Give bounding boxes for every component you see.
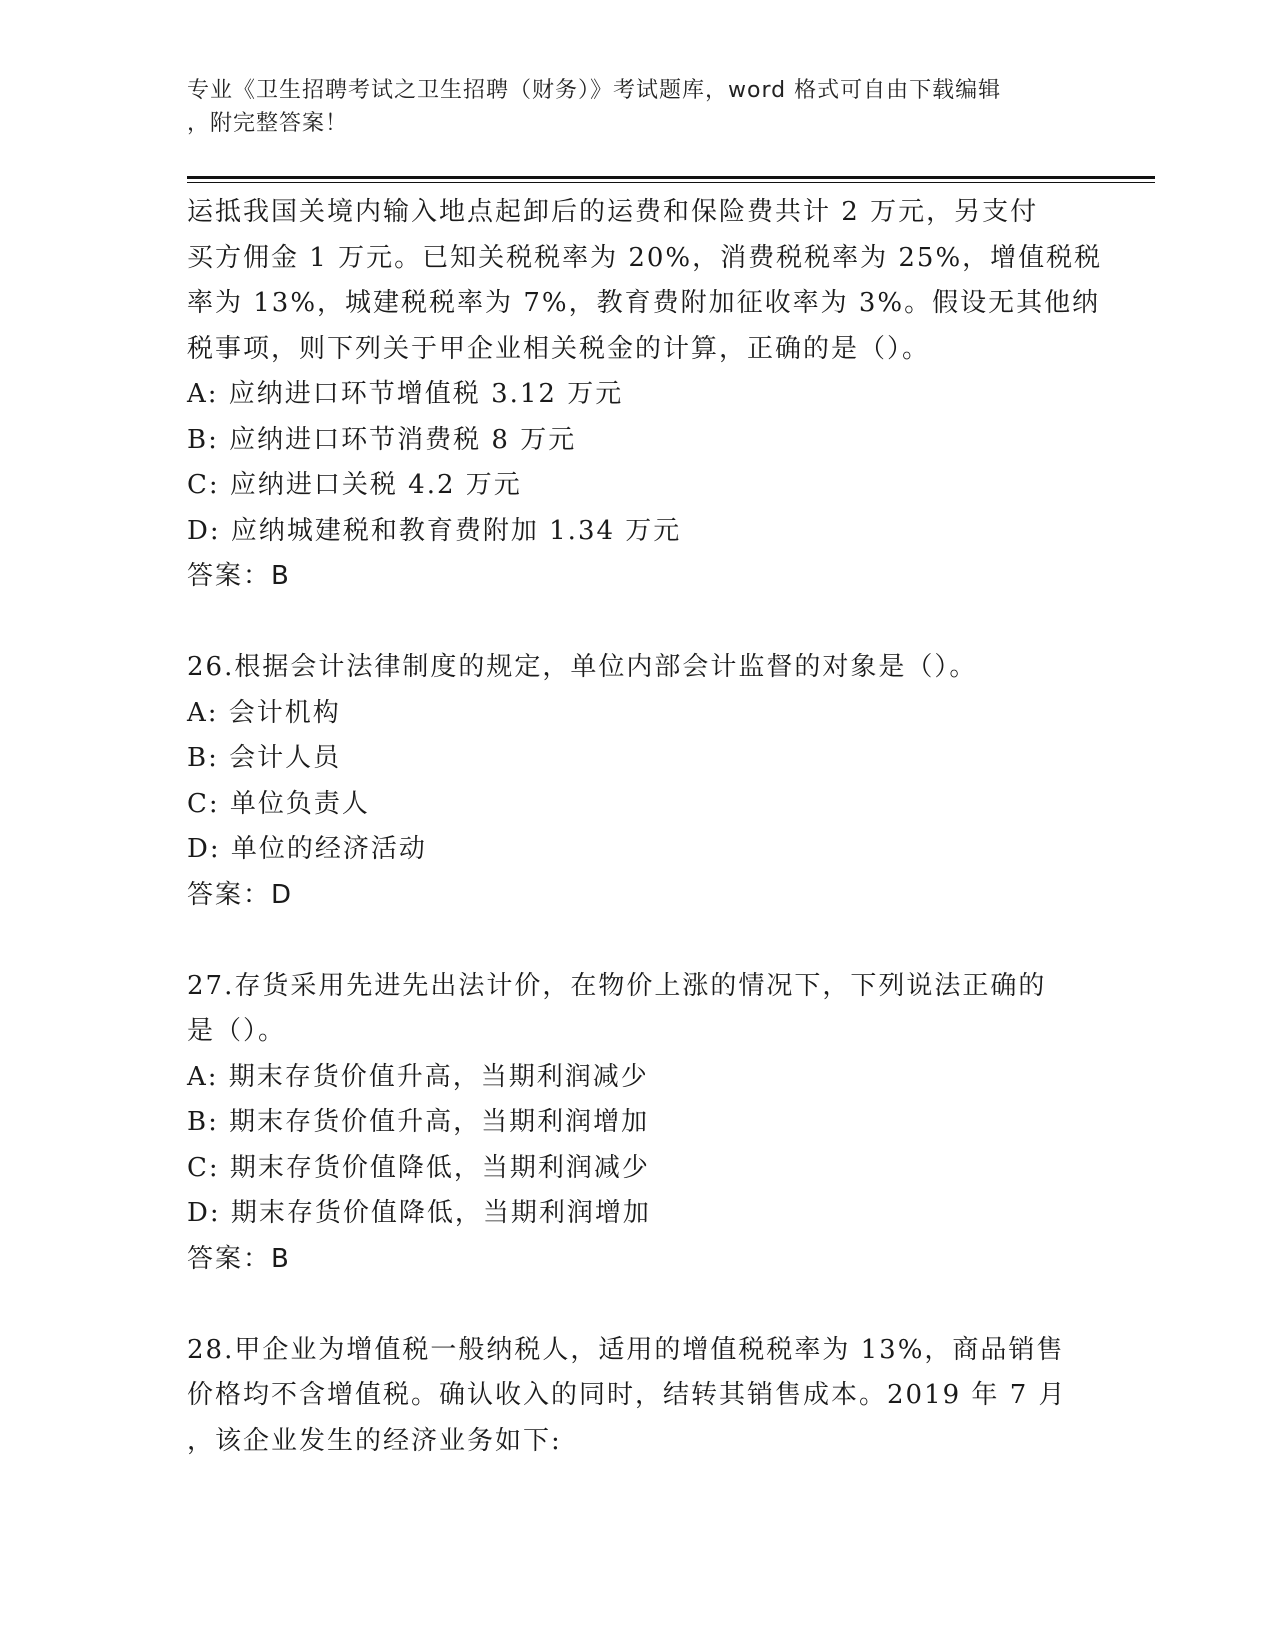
answer: 答案：D xyxy=(187,879,294,910)
option-b: B: 期末存货价值升高，当期利润增加 xyxy=(187,1107,650,1137)
question-stem-line: 买方佣金 1 万元。已知关税税率为 20%，消费税税率为 25%，增值税税 xyxy=(187,242,1103,273)
option-b: B: 应纳进口环节消费税 8 万元 xyxy=(187,424,577,455)
question-stem-line: 运抵我国关境内输入地点起卸后的运费和保险费共计 2 万元，另支付 xyxy=(187,197,1039,227)
spacer xyxy=(187,1282,1087,1328)
option-c: C: 应纳进口关税 4.2 万元 xyxy=(187,470,522,500)
option-c: C: 期末存货价值降低，当期利润减少 xyxy=(187,1152,650,1183)
option-a: A: 应纳进口环节增值税 3.12 万元 xyxy=(187,379,624,409)
answer: 答案：B xyxy=(187,561,291,591)
option-a: A: 期末存货价值升高，当期利润减少 xyxy=(187,1061,649,1092)
question-25 xyxy=(187,190,1103,600)
question-stem-line: 税事项，则下列关于甲企业相关税金的计算，正确的是（）。 xyxy=(187,333,931,364)
question-content xyxy=(187,190,1103,1464)
page-header xyxy=(187,74,1067,140)
question-stem-line: 26.根据会计法律制度的规定，单位内部会计监督的对象是（）。 xyxy=(187,652,978,682)
question-stem-line: 率为 13%，城建税税率为 7%，教育费附加征收率为 3%。假设无其他纳 xyxy=(187,288,1101,318)
header-line-2: ，附完整答案！ xyxy=(187,111,349,136)
spacer xyxy=(187,918,1087,964)
question-stem-line: 28.甲企业为增值税一般纳税人，适用的增值税税率为 13%，商品销售 xyxy=(187,1334,1065,1365)
option-a: A: 会计机构 xyxy=(187,697,341,728)
question-26 xyxy=(187,645,1087,918)
question-27 xyxy=(187,964,1087,1283)
header-divider-thin xyxy=(187,182,1155,183)
question-28 xyxy=(187,1328,1087,1465)
question-stem-line: 价格均不含增值税。确认收入的同时，结转其销售成本。2019 年 7 月 xyxy=(187,1380,1067,1410)
question-stem-line: 是（）。 xyxy=(187,1016,287,1046)
header-line-1: 专业《卫生招聘考试之卫生招聘（财务）》考试题库，word 格式可自由下载编辑 xyxy=(187,78,1002,103)
option-d: D: 期末存货价值降低，当期利润增加 xyxy=(187,1198,651,1228)
option-d: D: 应纳城建税和教育费附加 1.34 万元 xyxy=(187,515,682,546)
header-divider-thick xyxy=(187,176,1155,179)
question-stem-line: 27.存货采用先进先出法计价，在物价上涨的情况下，下列说法正确的 xyxy=(187,970,1047,1001)
question-stem-line: ，该企业发生的经济业务如下: xyxy=(187,1425,562,1456)
spacer xyxy=(187,600,1087,646)
option-c: C: 单位负责人 xyxy=(187,788,370,819)
answer: 答案：B xyxy=(187,1243,291,1274)
option-d: D: 单位的经济活动 xyxy=(187,834,427,864)
option-b: B: 会计人员 xyxy=(187,743,342,773)
